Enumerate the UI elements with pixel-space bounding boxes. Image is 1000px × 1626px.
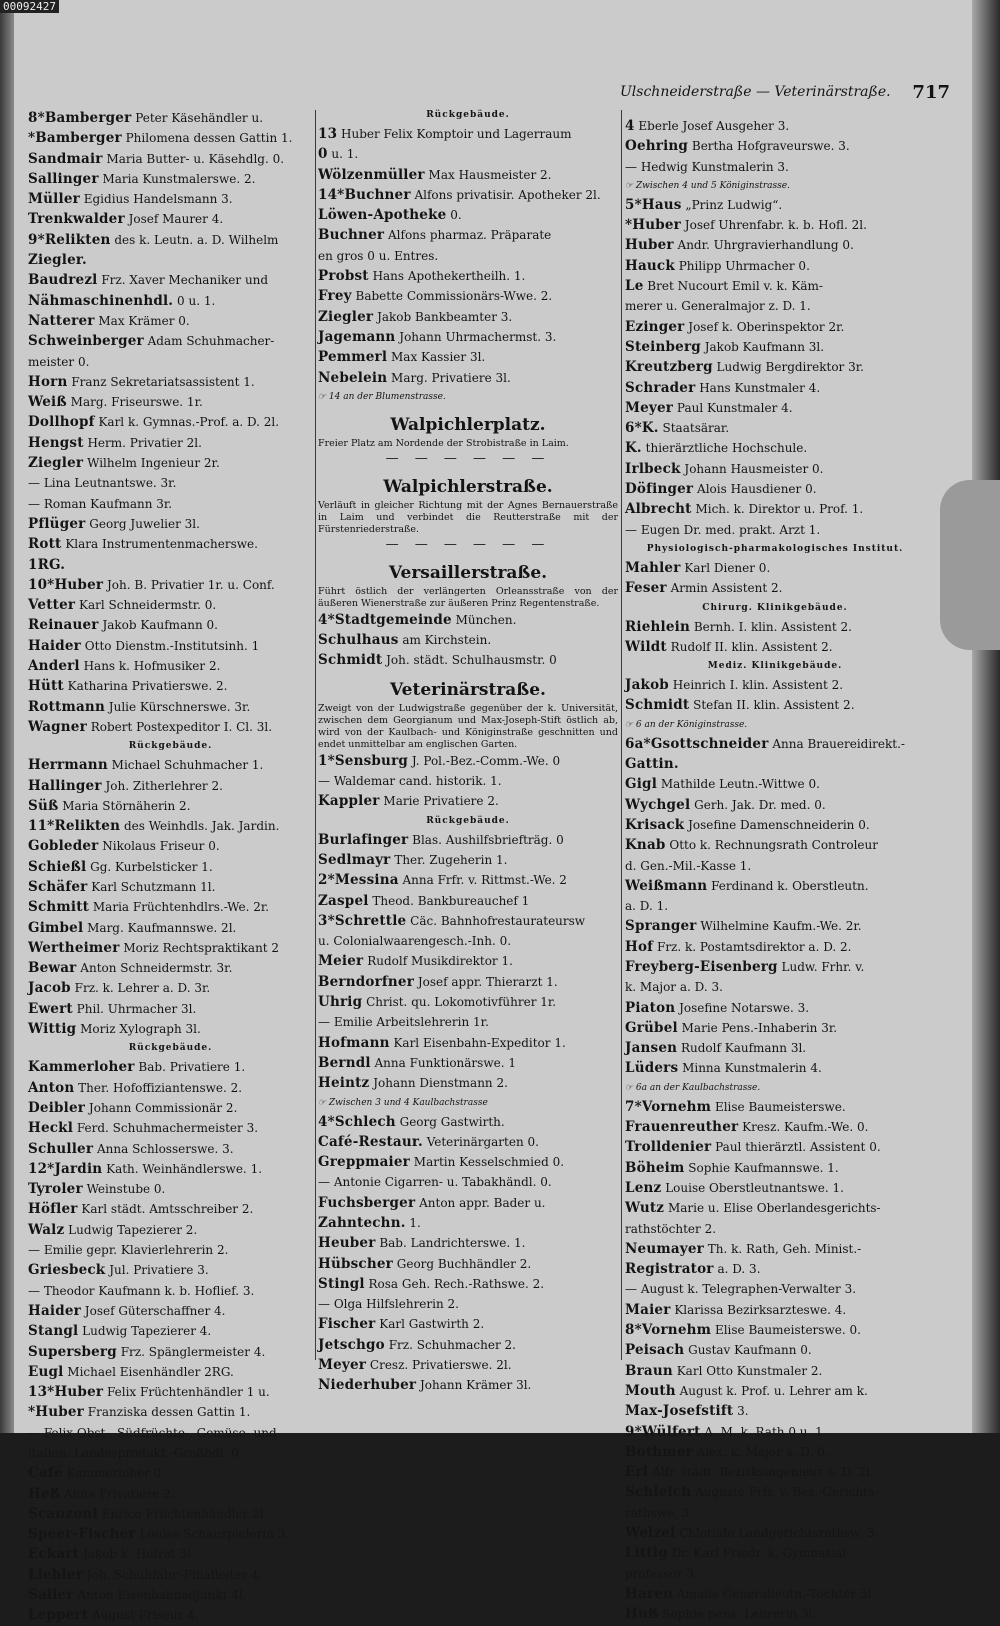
column-3 xyxy=(625,116,925,1624)
directory-entry: Sedlmayr Ther. Zugeherin 1. xyxy=(318,851,508,868)
directory-entry: 0 u. 1. xyxy=(318,146,359,163)
subheading: Physiologisch-pharmakologisches Institut. xyxy=(646,543,904,554)
page-number: 717 xyxy=(912,82,950,103)
directory-entry: Gattin. xyxy=(625,756,679,773)
directory-entry: d. Gen.-Mil.-Kasse 1. xyxy=(625,858,752,873)
directory-entry: Ziegler Jakob Bankbeamter 3. xyxy=(318,308,513,325)
directory-entry: 5*Haus „Prinz Ludwig“. xyxy=(625,196,783,213)
directory-entry: 10*Huber Joh. B. Privatier 1r. u. Conf. xyxy=(28,576,275,593)
directory-entry: 2*Messina Anna Frfr. v. Rittmst.-We. 2 xyxy=(318,872,567,889)
directory-entry: Zaspel Theod. Bankbureauchef 1 xyxy=(318,892,530,909)
directory-entry: Ziegler. xyxy=(28,252,87,269)
directory-entry: Ziegler Wilhelm Ingenieur 2r. xyxy=(28,455,220,472)
directory-entry: Anton Ther. Hofoffiziantenswe. 2. xyxy=(28,1079,243,1096)
directory-entry: merer u. Generalmajor z. D. 1. xyxy=(625,299,811,314)
directory-entry: Anderl Hans k. Hofmusiker 2. xyxy=(28,658,221,675)
cross-reference-note: ☞ Zwischen 3 und 4 Kaulbachstrasse xyxy=(318,1097,488,1108)
directory-entry: — Emilie gepr. Klavierlehrerin 2. xyxy=(28,1243,229,1258)
directory-entry: Pflüger Georg Juwelier 3l. xyxy=(28,515,200,532)
directory-entry: Piaton Josefine Notarswe. 3. xyxy=(625,999,810,1016)
subheading: Rückgebäude. xyxy=(128,1043,213,1054)
directory-entry: — Hedwig Kunstmalerin 3. xyxy=(625,159,789,174)
subheading: Rückgebäude. xyxy=(426,110,510,120)
directory-entry: Max-Josefstift 3. xyxy=(625,1403,749,1420)
directory-entry: Wutz Marie u. Elise Oberlandesgerichts- xyxy=(625,1200,881,1217)
directory-entry: 13 Huber Felix Komptoir und Lagerraum xyxy=(318,126,572,142)
directory-entry: 6a*Gsottschneider Anna Brauereidirekt.- xyxy=(625,735,905,752)
versaillerstrasse-entries xyxy=(318,610,618,671)
directory-entry: Sandmair Maria Butter- u. Käsehdlg. 0. xyxy=(28,150,285,167)
directory-entry: Schrader Hans Kunstmaler 4. xyxy=(625,379,821,396)
directory-entry: Wittig Moriz Xylograph 3l. xyxy=(28,1021,201,1038)
directory-entry: 4*Schlech Georg Gastwirth. xyxy=(318,1113,505,1130)
directory-entry: Grübel Marie Pens.-Inhaberin 3r. xyxy=(625,1019,838,1036)
section-title-walpichlerstrasse: Walpichlerstraße. xyxy=(383,476,553,497)
directory-entry: — Antonie Cigarren- u. Tabakhändl. 0. xyxy=(318,1175,552,1190)
directory-entry: k. Major a. D. 3. xyxy=(625,980,723,995)
directory-entry: Heuber Bab. Landrichterswe. 1. xyxy=(318,1235,526,1252)
directory-entry: Jagemann Johann Uhrmachermst. 3. xyxy=(318,328,557,345)
running-title: Ulschneiderstraße — Veterinärstraße. xyxy=(620,84,891,100)
directory-entry: Café-Restaur. Veterinärgarten 0. xyxy=(318,1133,539,1150)
section-desc-versaillerstrasse: Führt östlich der verlängerten Orleansstraße von der äußeren Wienerstraße zur äußeren Prinz Regentenstraße. xyxy=(318,585,618,609)
directory-entry: Freyberg-Eisenberg Ludw. Frhr. v. xyxy=(625,958,865,975)
directory-entry: Jetschgo Frz. Schuhmacher 2. xyxy=(318,1336,516,1353)
directory-entry: Schleich Auguste Frfr. v. Bez.-Gerichts- xyxy=(625,1484,879,1501)
directory-entry: Erl Alfr. städt. Bezirksingenieur a. D. 2l. xyxy=(625,1464,874,1481)
directory-entry: Knab Otto k. Rechnungsrath Controleur xyxy=(625,837,878,854)
section-rule: — — — — — — xyxy=(385,450,551,466)
directory-entry: Fischer Karl Gastwirth 2. xyxy=(318,1316,485,1333)
column-rule-1 xyxy=(315,110,316,1360)
directory-entry: en gros 0 u. Entres. xyxy=(318,248,439,263)
directory-entry: Schmitt Maria Früchtenhdlrs.-We. 2r. xyxy=(28,899,270,916)
directory-entry: Burlafinger Blas. Aushilfsbriefträg. 0 xyxy=(318,831,564,848)
directory-entry: Welzel Chlotilde Landgerichtsrathsw. 3. xyxy=(625,1525,879,1541)
directory-entry: rathswe. 3. xyxy=(625,1505,694,1520)
directory-entry: Griesbeck Jul. Privatiere 3. xyxy=(28,1262,209,1279)
directory-entry: Niederhuber Johann Krämer 3l. xyxy=(318,1377,532,1394)
directory-entry: 14*Buchner Alfons privatisir. Apotheker 2l. xyxy=(318,186,601,203)
directory-entry: Fuchsberger Anton appr. Bader u. xyxy=(318,1194,546,1211)
directory-entry: Jakob Heinrich I. klin. Assistent 2. xyxy=(625,677,844,694)
directory-entry: — Emilie Arbeitslehrerin 1r. xyxy=(318,1015,489,1030)
directory-entry: Speer-Fischer Louise Schauspielerin 3. xyxy=(28,1526,290,1543)
section-desc-walpichlerstrasse: Verläuft in gleicher Richtung mit der Agnes Bernauerstraße in Laim und verbindet die Reutterstraße mit der Fürstenriederstraße. xyxy=(318,499,618,535)
directory-entry: Schießl Gg. Kurbelsticker 1. xyxy=(28,858,213,875)
directory-entry: Döfinger Alois Hausdiener 0. xyxy=(625,481,817,498)
directory-entry: Café Kammerloher 0. xyxy=(28,1465,166,1482)
subheading: Mediz. Klinikgebäude. xyxy=(707,661,843,672)
directory-entry: 7*Vornehm Elise Baumeisterswe. xyxy=(625,1098,846,1115)
directory-entry: Albrecht Mich. k. Direktor u. Prof. 1. xyxy=(625,501,864,518)
col2-top-entries xyxy=(318,106,618,406)
directory-entry: u. Colonialwaarengesch.-Inh. 0. xyxy=(318,934,512,949)
directory-entry: Böheim Sophie Kaufmannswe. 1. xyxy=(625,1159,839,1176)
directory-entry: Lüders Minna Kunstmalerin 4. xyxy=(625,1060,822,1077)
directory-entry: — Waldemar cand. historik. 1. xyxy=(318,774,502,789)
directory-entry: Mouth August k. Prof. u. Lehrer am k. xyxy=(625,1382,868,1399)
directory-entry: Mahler Karl Diener 0. xyxy=(625,559,771,576)
directory-entry: Hof Frz. k. Postamtsdirektor a. D. 2. xyxy=(625,938,852,955)
directory-entry: Wertheimer Moriz Rechtspraktikant 2 xyxy=(28,939,280,956)
directory-entry: — Felix Obst-, Südfrüchte-, Gemüse- und xyxy=(28,1425,277,1440)
directory-entry: 4 Eberle Josef Ausgeher 3. xyxy=(625,118,790,134)
cross-reference-note: ☞ 6a an der Kaulbachstrasse. xyxy=(625,1082,761,1093)
directory-entry: — Roman Kaufmann 3r. xyxy=(28,496,173,511)
directory-entry: Supersberg Frz. Spänglermeister 4. xyxy=(28,1343,266,1360)
directory-entry: Uhrig Christ. qu. Lokomotivführer 1r. xyxy=(318,994,557,1011)
directory-entry: Schuller Anna Schlosserswe. 3. xyxy=(28,1140,234,1157)
directory-entry: Haider Josef Güterschaffner 4. xyxy=(28,1302,226,1319)
directory-entry: meister 0. xyxy=(28,354,90,369)
page-edge xyxy=(972,0,1000,1433)
directory-entry: Peisach Gustav Kaufmann 0. xyxy=(625,1342,812,1359)
directory-entry: Höfler Karl städt. Amtsschreiber 2. xyxy=(28,1201,254,1218)
directory-entry: Vetter Karl Schneidermstr. 0. xyxy=(28,597,217,614)
directory-entry: Wagner Robert Postexpeditor I. Cl. 3l. xyxy=(28,718,273,735)
directory-entry: — Theodor Kaufmann k. b. Hoflief. 3. xyxy=(28,1283,255,1298)
directory-entry: Heckl Ferd. Schuhmachermeister 3. xyxy=(28,1120,259,1137)
directory-entry: Jansen Rudolf Kaufmann 3l. xyxy=(625,1040,807,1057)
directory-entry: Leppert August Friseur 4. xyxy=(28,1607,199,1624)
directory-entry: Tyroler Weinstube 0. xyxy=(28,1181,166,1198)
directory-entry: Zahntechn. 1. xyxy=(318,1214,421,1231)
directory-entry: 9*Wülfert A. M. k. Rath 0 u. 1. xyxy=(625,1423,827,1440)
directory-entry: Wychgel Gerh. Jak. Dr. med. 0. xyxy=(625,796,826,813)
directory-entry: Wildt Rudolf II. klin. Assistent 2. xyxy=(625,638,833,655)
directory-entry: Rottmann Julie Kürschnerswe. 3r. xyxy=(28,698,251,715)
section-title-walpichlerplatz: Walpichlerplatz. xyxy=(390,414,546,435)
directory-entry: 1*Sensburg J. Pol.-Bez.-Comm.-We. 0 xyxy=(318,752,561,769)
directory-entry: Buchner Alfons pharmaz. Präparate xyxy=(318,227,552,244)
subheading: Rückgebäude. xyxy=(128,741,213,752)
directory-entry: 9*Relikten des k. Leutn. a. D. Wilhelm xyxy=(28,231,279,248)
directory-entry: Berndorfner Josef appr. Thierarzt 1. xyxy=(318,973,558,990)
directory-entry: Nebelein Marg. Privatiere 3l. xyxy=(318,369,511,386)
directory-entry: Frauenreuther Kresz. Kaufm.-We. 0. xyxy=(625,1119,869,1136)
column-rule-2 xyxy=(621,110,622,1360)
cross-reference-note: ☞ 6 an der Königinstrasse. xyxy=(625,719,748,730)
directory-entry: Meyer Cresz. Privatierswe. 2l. xyxy=(318,1357,512,1374)
directory-entry: Steinberg Jakob Kaufmann 3l. xyxy=(625,338,825,355)
directory-entry: 11*Relikten des Weinhdls. Jak. Jardin. xyxy=(28,818,280,835)
directory-entry: a. D. 1. xyxy=(625,899,669,914)
directory-entry: Meier Rudolf Musikdirektor 1. xyxy=(318,953,513,970)
scan-id: 00092427 xyxy=(0,0,59,13)
directory-entry: Eckart Jakob k. Hofrat 3l. xyxy=(28,1546,195,1563)
directory-entry: 13*Huber Felix Früchtenhändler 1 u. xyxy=(28,1384,270,1401)
directory-entry: Löwen-Apotheke 0. xyxy=(318,207,462,224)
directory-entry: Spranger Wilhelmine Kaufm.-We. 2r. xyxy=(625,918,862,935)
directory-entry: Jacob Frz. k. Lehrer a. D. 3r. xyxy=(28,980,211,997)
directory-entry: *Huber Josef Uhrenfabr. k. b. Hofl. 2l. xyxy=(625,217,867,234)
directory-entry: Heß Anna Privatiere 2. xyxy=(28,1485,175,1502)
directory-entry: Trolldenier Paul thierärztl. Assistent 0. xyxy=(625,1139,881,1156)
directory-entry: 8*Bamberger Peter Käsehändler u. xyxy=(28,110,264,126)
directory-entry: Littig Dr. Karl Friedr. k. Gymnasial- xyxy=(625,1545,851,1562)
directory-entry: Schäfer Karl Schutzmann 1l. xyxy=(28,878,216,895)
directory-entry: *Bamberger Philomena dessen Gattin 1. xyxy=(28,130,293,147)
directory-entry: Rott Klara Instrumentenmacherswe. xyxy=(28,536,258,553)
directory-entry: Greppmaier Martin Kesselschmied 0. xyxy=(318,1154,565,1171)
column-2 xyxy=(318,106,618,1396)
directory-entry: Kreutzberg Ludwig Bergdirektor 3r. xyxy=(625,359,864,376)
directory-entry: Haider Otto Dienstm.-Institutsinh. 1 xyxy=(28,637,260,654)
directory-entry: Weißmann Ferdinand k. Oberstleutn. xyxy=(625,877,869,894)
directory-entry: Nähmaschinenhdl. 0 u. 1. xyxy=(28,292,216,309)
directory-entry: 1RG. xyxy=(28,556,66,573)
directory-entry: Gobleder Nikolaus Friseur 0. xyxy=(28,838,220,855)
directory-entry: Stingl Rosa Geh. Rech.-Rathswe. 2. xyxy=(318,1275,545,1292)
directory-entry: Scanzoni Enrico Früchtenhändler 2l. xyxy=(28,1505,268,1522)
column-1 xyxy=(28,108,313,1626)
directory-entry: Feser Armin Assistent 2. xyxy=(625,580,783,597)
directory-entry: Gimbel Marg. Kaufmannswe. 2l. xyxy=(28,919,237,936)
directory-entry: Neumayer Th. k. Rath, Geh. Minist.- xyxy=(625,1240,862,1257)
directory-entry: Meyer Paul Kunstmaler 4. xyxy=(625,399,793,416)
directory-entry: Horn Franz Sekretariatsassistent 1. xyxy=(28,373,255,390)
subheading: Rückgebäude. xyxy=(426,815,510,826)
directory-entry: Lenz Louise Oberstleutnantswe. 1. xyxy=(625,1179,844,1196)
directory-entry: Irlbeck Johann Hausmeister 0. xyxy=(625,460,824,477)
section-title-versaillerstrasse: Versaillerstraße. xyxy=(388,562,548,583)
directory-entry: rathstöchter 2. xyxy=(625,1221,717,1236)
directory-entry: Süß Maria Störnäherin 2. xyxy=(28,797,191,814)
directory-entry: 12*Jardin Kath. Weinhändlerswe. 1. xyxy=(28,1160,263,1177)
directory-entry: Heintz Johann Dienstmann 2. xyxy=(318,1075,508,1092)
directory-entry: Schweinberger Adam Schuhmacher- xyxy=(28,333,275,350)
directory-entry: Baudrezl Frz. Xaver Mechaniker und xyxy=(28,272,269,289)
directory-entry: Oehring Bertha Hofgraveurswe. 3. xyxy=(625,138,850,155)
directory-entry: 3*Schrettle Cäc. Bahnhofrestaurateursw xyxy=(318,912,586,929)
directory-entry: Registrator a. D. 3. xyxy=(625,1261,761,1278)
directory-entry: — Eugen Dr. med. prakt. Arzt 1. xyxy=(625,522,821,537)
directory-entry: Krisack Josefine Damenschneiderin 0. xyxy=(625,816,870,833)
directory-entry: 6*K. Staatsärar. xyxy=(625,420,730,437)
directory-entry: Le Bret Nucourt Emil v. k. Käm- xyxy=(625,278,823,295)
directory-entry: Dollhopf Karl k. Gymnas.-Prof. a. D. 2l. xyxy=(28,414,280,431)
directory-entry: Ewert Phil. Uhrmacher 3l. xyxy=(28,1000,197,1017)
cross-reference-note: ☞ Zwischen 4 und 5 Königinstrasse. xyxy=(625,180,790,191)
directory-entry: Hengst Herm. Privatier 2l. xyxy=(28,434,202,451)
directory-entry: Ezinger Josef k. Oberinspektor 2r. xyxy=(625,318,845,335)
directory-entry: Huber Andr. Uhrgravierhandlung 0. xyxy=(625,237,854,254)
subheading: Chirurg. Klinikgebäude. xyxy=(702,602,848,613)
directory-entry: Schulhaus am Kirchstein. xyxy=(318,632,492,649)
directory-entry: Schmidt Stefan II. klin. Assistent 2. xyxy=(625,697,855,714)
directory-entry: — August k. Telegraphen-Verwalter 3. xyxy=(625,1282,857,1297)
directory-entry: Reinauer Jakob Kaufmann 0. xyxy=(28,617,218,634)
book-gutter xyxy=(0,0,14,1433)
directory-entry: Eugl Michael Eisenhändler 2RG. xyxy=(28,1363,234,1380)
thumb-tab xyxy=(940,480,1000,650)
directory-entry: Weiß Marg. Friseurswe. 1r. xyxy=(28,394,203,411)
directory-entry: Bewar Anton Schneidermstr. 3r. xyxy=(28,960,233,977)
directory-entry: Sallinger Maria Kunstmalerswe. 2. xyxy=(28,170,256,187)
directory-entry: Liebler Joh. Schuhfabr.-Filialleiter 4. xyxy=(28,1566,263,1583)
directory-entry: Huß Sophie pens. Lehrerin 3l. xyxy=(625,1606,817,1623)
directory-entry: Müller Egidius Handelsmann 3. xyxy=(28,191,233,208)
directory-entry: Hofmann Karl Eisenbahn-Expeditor 1. xyxy=(318,1034,566,1051)
directory-entry: Stangl Ludwig Tapezierer 4. xyxy=(28,1323,212,1340)
directory-entry: Frey Babette Commissionärs-Wwe. 2. xyxy=(318,288,553,305)
directory-entry: Hütt Katharina Privatierswe. 2. xyxy=(28,678,228,695)
directory-entry: Gigl Mathilde Leutn.-Wittwe 0. xyxy=(625,776,820,793)
directory-entry: Berndl Anna Funktionärswe. 1 xyxy=(318,1054,516,1071)
directory-entry: Natterer Max Krämer 0. xyxy=(28,312,190,329)
directory-entry: Herrmann Michael Schuhmacher 1. xyxy=(28,757,264,774)
directory-entry: 8*Vornehm Elise Baumeisterswe. 0. xyxy=(625,1322,861,1339)
directory-entry: Wölzenmüller Max Hausmeister 2. xyxy=(318,166,552,183)
directory-entry: Riehlein Bernh. I. klin. Assistent 2. xyxy=(625,618,852,635)
directory-entry: 4*Stadtgemeinde München. xyxy=(318,611,517,628)
directory-entry: Schmidt Joh. städt. Schulhausmstr. 0 xyxy=(318,652,557,669)
directory-entry: K. thierärztliche Hochschule. xyxy=(625,440,808,457)
directory-entry: *Huber Franziska dessen Gattin 1. xyxy=(28,1404,251,1421)
directory-entry: Hübscher Georg Buchhändler 2. xyxy=(318,1255,532,1272)
directory-entry: Hallinger Joh. Zitherlehrer 2. xyxy=(28,777,223,794)
directory-entry: Deibler Johann Commissionär 2. xyxy=(28,1099,238,1116)
directory-entry: Braun Karl Otto Kunstmaler 2. xyxy=(625,1362,823,1379)
directory-entry: Probst Hans Apothekertheilh. 1. xyxy=(318,268,526,285)
page-header xyxy=(620,84,950,106)
veterinaerstrasse-entries xyxy=(318,751,618,1396)
directory-entry: Kammerloher Bab. Privatiere 1. xyxy=(28,1059,246,1076)
section-desc-veterinaerstrasse: Zweigt von der Ludwigstraße gegenüber der k. Universität, zwischen dem Georgianum und Max-Joseph-Stift östlich ab, wird von der Kaulbach- und Königinstraße geschnitten und endet unmittelbar am englischen Garten. xyxy=(318,702,618,750)
directory-entry: — Olga Hilfslehrerin 2. xyxy=(318,1297,459,1312)
directory-entry: Haren Amalie Generalleutn.-Tochter 3l. xyxy=(625,1585,876,1602)
directory-entry: Pemmerl Max Kassier 3l. xyxy=(318,349,486,366)
section-title-veterinaerstrasse: Veterinärstraße. xyxy=(390,679,546,700)
cross-reference-note: ☞ 14 an der Blumenstrasse. xyxy=(318,391,446,402)
directory-entry: Hauck Philipp Uhrmacher 0. xyxy=(625,257,810,274)
directory-entry: Maier Klarissa Bezirksarzteswe. 4. xyxy=(625,1301,847,1318)
directory-entry: Kappler Marie Privatiere 2. xyxy=(318,793,499,810)
directory-entry: Bothmer Alex. k. Major a. D. 0. xyxy=(625,1443,829,1460)
directory-entry: Walz Ludwig Tapezierer 2. xyxy=(28,1221,198,1238)
directory-entry: Trenkwalder Josef Maurer 4. xyxy=(28,211,224,228)
directory-entry: Sailer Anton Eisenbahnadjunkt 4l. xyxy=(28,1587,247,1604)
directory-entry: professor 3. xyxy=(625,1566,698,1581)
section-rule: — — — — — — xyxy=(385,536,551,552)
directory-entry: — Lina Leutnantswe. 3r. xyxy=(28,476,177,491)
section-desc-walpichlerplatz: Freier Platz am Nordende der Strobistraße in Laim. xyxy=(318,437,569,449)
directory-entry: italien. Landesprodukt.-Großhdl. 0. xyxy=(28,1446,243,1460)
